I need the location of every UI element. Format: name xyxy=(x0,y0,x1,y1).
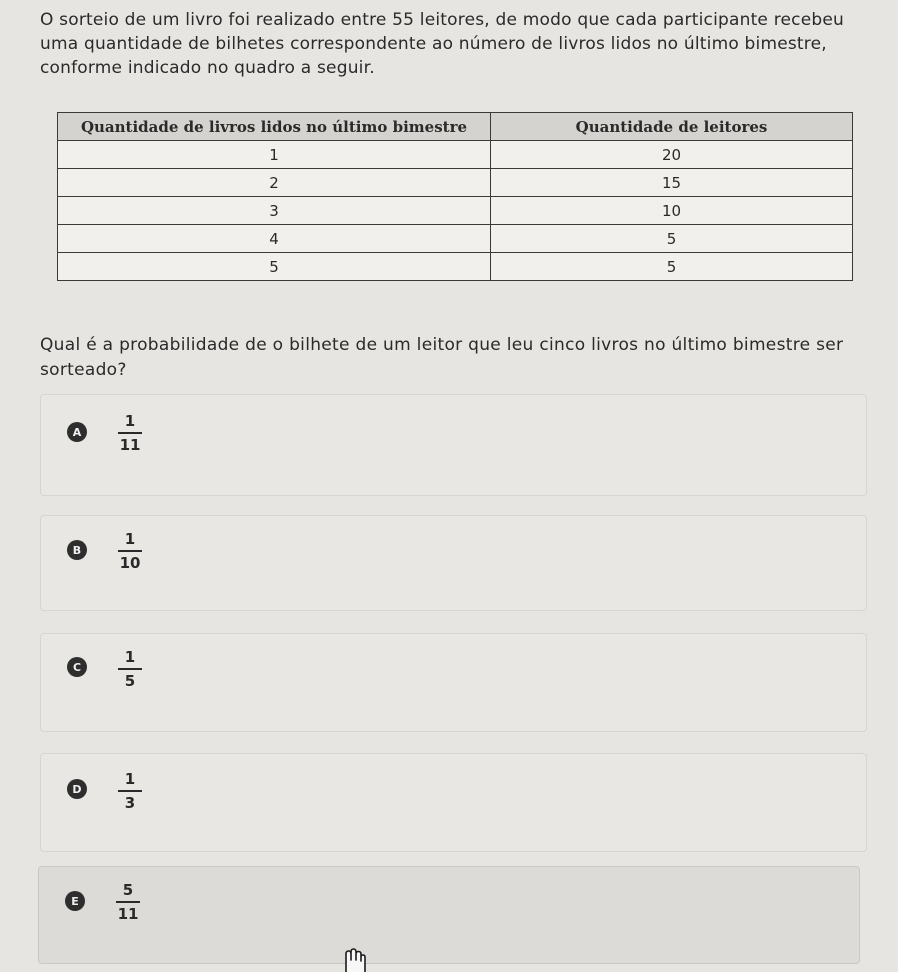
fraction-bar xyxy=(116,901,140,903)
option-b[interactable] xyxy=(40,515,867,611)
table-cell-readers: 20 xyxy=(491,141,853,169)
data-table xyxy=(57,112,853,281)
table-cell-books: 4 xyxy=(58,225,491,253)
table-header-row xyxy=(58,113,853,141)
table-row xyxy=(58,253,853,281)
fraction-numerator: 1 xyxy=(124,648,136,666)
table-cell-readers: 15 xyxy=(491,169,853,197)
table-cell-books: 2 xyxy=(58,169,491,197)
table-cell-readers: 5 xyxy=(491,225,853,253)
option-letter-badge: B xyxy=(67,540,87,560)
question-text: Qual é a probabilidade de o bilhete de um leitor que leu cinco livros no último bimestre ser sorteado? xyxy=(40,335,844,380)
column-header-books: Quantidade de livros lidos no último bimestre xyxy=(58,113,491,141)
fraction-denominator: 3 xyxy=(124,794,136,812)
option-fraction xyxy=(116,530,144,572)
option-letter-badge: D xyxy=(67,779,87,799)
fraction-bar xyxy=(118,668,142,670)
fraction-denominator: 5 xyxy=(124,672,136,690)
fraction-numerator: 5 xyxy=(122,881,134,899)
fraction-numerator: 1 xyxy=(124,412,136,430)
fraction-numerator: 1 xyxy=(124,530,136,548)
question-statement: O sorteio de um livro foi realizado entre 55 leitores, de modo que cada participante recebeu uma quantidade de bilhetes correspondente ao número de livros lidos no último bimestre, conforme indicado no quadro a seguir. xyxy=(40,10,845,78)
option-letter-badge: E xyxy=(65,891,85,911)
hand-pointer-icon xyxy=(340,946,370,972)
option-fraction xyxy=(116,648,144,690)
option-c[interactable] xyxy=(40,633,867,732)
option-fraction xyxy=(114,881,142,923)
fraction-denominator: 11 xyxy=(119,436,141,454)
table-cell-books: 3 xyxy=(58,197,491,225)
table-row xyxy=(58,197,853,225)
table-row xyxy=(58,169,853,197)
table-cell-readers: 10 xyxy=(491,197,853,225)
table-row xyxy=(58,141,853,169)
option-letter-badge: C xyxy=(67,657,87,677)
fraction-denominator: 11 xyxy=(117,905,139,923)
table-cell-readers: 5 xyxy=(491,253,853,281)
table-cell-books: 1 xyxy=(58,141,491,169)
table-cell-books: 5 xyxy=(58,253,491,281)
fraction-bar xyxy=(118,432,142,434)
option-a[interactable] xyxy=(40,394,867,496)
fraction-bar xyxy=(118,550,142,552)
option-fraction xyxy=(116,412,144,454)
fraction-numerator: 1 xyxy=(124,770,136,788)
option-letter-badge: A xyxy=(67,422,87,442)
column-header-readers: Quantidade de leitores xyxy=(491,113,853,141)
option-fraction xyxy=(116,770,144,812)
option-e[interactable] xyxy=(38,866,860,964)
fraction-bar xyxy=(118,790,142,792)
option-d[interactable] xyxy=(40,753,867,852)
fraction-denominator: 10 xyxy=(119,554,141,572)
table-row xyxy=(58,225,853,253)
